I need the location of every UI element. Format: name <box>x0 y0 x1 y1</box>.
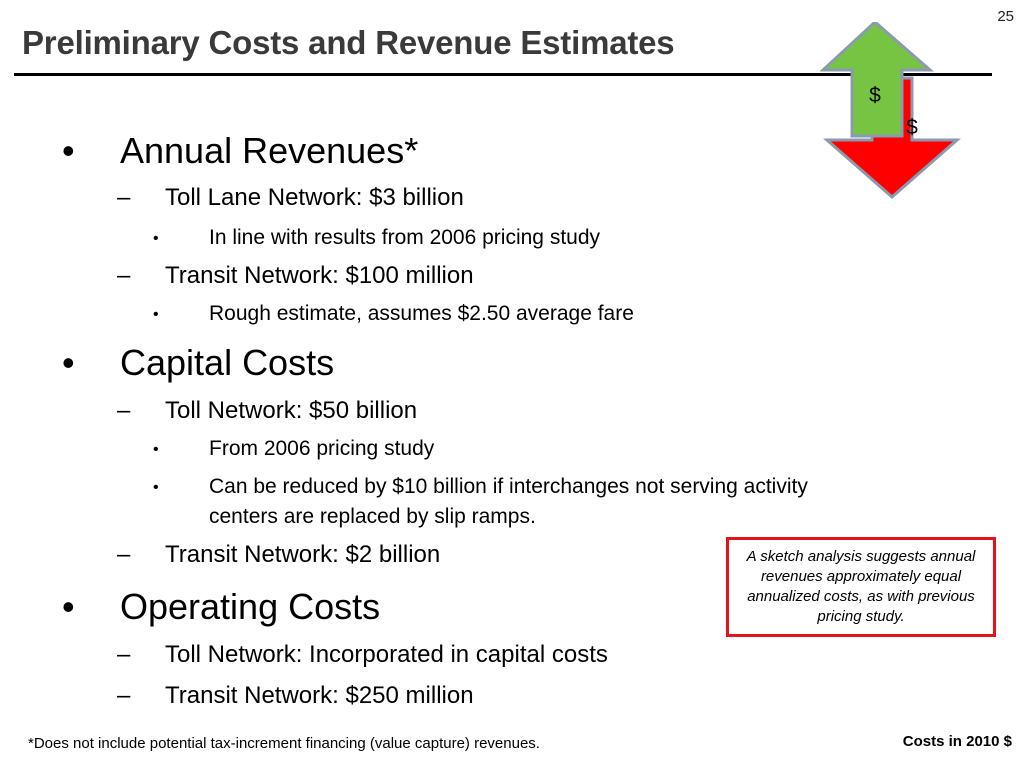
bullet-toll-network-operating <box>117 641 608 669</box>
sub-bullet-reduction <box>153 475 808 499</box>
sub-bullet-fare-estimate <box>153 302 634 326</box>
callout-text: A sketch analysis suggests annual revenues approximately equal annualized costs, as with previous pricing study. <box>746 548 976 625</box>
bullet-marker: • <box>62 130 75 171</box>
sub-bullet-2006-study <box>153 437 435 461</box>
bullet-marker: • <box>153 306 159 323</box>
slide-number: 25 <box>997 8 1014 25</box>
bullet-toll-lane-network <box>117 184 464 212</box>
bullet-text: Toll Lane Network: $3 billion <box>165 184 464 211</box>
dash-marker: – <box>117 682 131 709</box>
cost-revenue-arrows-icon <box>820 22 970 202</box>
bullet-marker: • <box>153 230 159 247</box>
section-heading-capital <box>62 342 335 384</box>
bullet-toll-network-capital <box>117 397 418 425</box>
sub-bullet-reduction-continued: centers are replaced by slip ramps. <box>209 505 536 528</box>
bullet-marker: • <box>153 479 159 496</box>
bullet-text: Toll Network: Incorporated in capital costs <box>165 641 608 668</box>
sub-bullet-text: From 2006 pricing study <box>209 437 435 460</box>
bullet-text: Transit Network: $250 million <box>165 682 474 709</box>
bullet-transit-network-capital <box>117 541 441 569</box>
dash-marker: – <box>117 397 131 424</box>
dash-marker: – <box>117 184 131 211</box>
bullet-text: Transit Network: $100 million <box>165 262 474 289</box>
dash-marker: – <box>117 541 131 568</box>
down-arrow-label: $ <box>906 116 918 139</box>
bullet-marker: • <box>62 342 75 383</box>
bullet-transit-network-revenue <box>117 262 474 290</box>
up-arrow-label: $ <box>869 84 881 107</box>
bullet-text: Transit Network: $2 billion <box>165 541 441 568</box>
dash-marker: – <box>117 641 131 668</box>
bullet-transit-network-operating <box>117 682 474 710</box>
section-heading-operating <box>62 586 381 628</box>
sub-bullet-text: Rough estimate, assumes $2.50 average fare <box>209 302 634 325</box>
callout-box <box>726 537 996 637</box>
currency-note: Costs in 2010 $ <box>902 733 1012 750</box>
section-heading-revenues <box>62 130 419 172</box>
slide-title: Preliminary Costs and Revenue Estimates <box>22 24 675 61</box>
bullet-marker: • <box>62 586 75 627</box>
section-heading-text: Capital Costs <box>120 342 335 383</box>
sub-bullet-pricing-study <box>153 226 601 250</box>
section-heading-text: Annual Revenues* <box>120 130 419 171</box>
sub-bullet-text: In line with results from 2006 pricing study <box>209 226 601 249</box>
sub-bullet-text: Can be reduced by $10 billion if interchanges not serving activity <box>209 475 808 498</box>
bullet-marker: • <box>153 441 159 458</box>
footnote: *Does not include potential tax-increment financing (value capture) revenues. <box>28 735 540 752</box>
bullet-text: Toll Network: $50 billion <box>165 397 418 424</box>
dash-marker: – <box>117 262 131 289</box>
section-heading-text: Operating Costs <box>120 586 381 627</box>
